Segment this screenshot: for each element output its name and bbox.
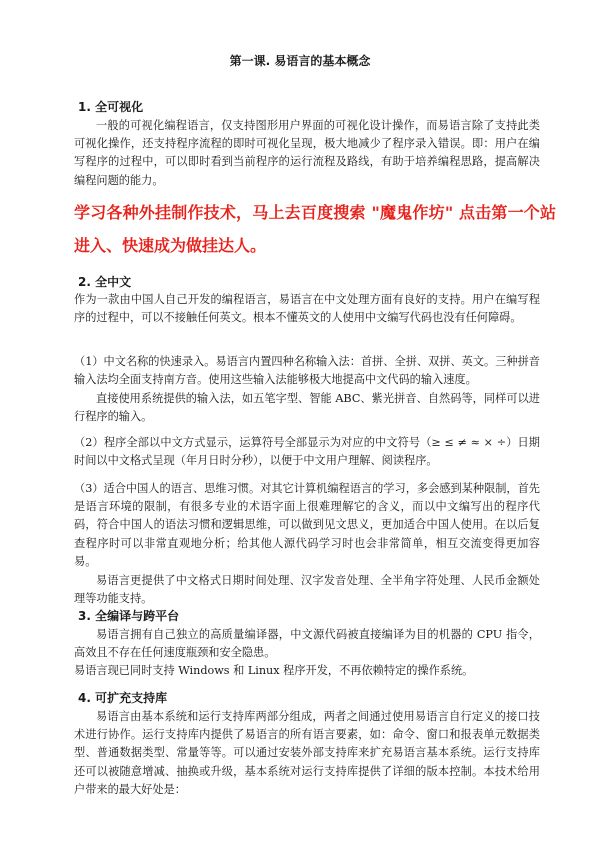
promo-banner: 学习各种外挂制作技术，马上去百度搜索 "魔鬼作坊" 点击第一个站进入、快速成为做挂达人。 xyxy=(74,203,556,255)
section-4-paragraph: 易语言由基本系统和运行支持库两部分组成，两者之间通过使用易语言自行定义的接口技术进行协作。运行支持库内提供了易语言的所有语言要素，如：命令、窗口和报表单元数据类型、普通数据类型、常量等等。可以通过安装外部支持库来扩充易语言基本系统。运行支持库还可以被随意增减、抽换或升级，基本系统对运行支持库提供了详细的版本控制。本技术给用户带来的最大好处是： xyxy=(74,710,540,796)
section-2-intro: 作为一款由中国人自己开发的编程语言，易语言在中文处理方面有良好的支持。用户在编写程序的过程中，可以不接触任何英文。根本不懂英文的人使用中文编写代码也没有任何障碍。 xyxy=(74,293,540,325)
section-2-item-3: （3）适合中国人的语言、思维习惯。对其它计算机编程语言的学习，多会感到某种限制，首先是语言环境的限制，有很多专业的术语字面上很难理解它的含义，而以中文编写出的程序代码，符合中国人的语法习惯和逻辑思维，可以做到见文思义，更加适合中国人使用。在以后复查程序时可以非常直观地分析；给其他人源代码学习时也会非常简单，相互交流变得更加容易。 xyxy=(74,482,540,568)
section-2-item-2: （2）程序全部以中文方式显示，运算符号全部显示为对应的中文符号（≥ ≤ ≠ ≈ × ÷）日期时间以中文格式呈现（年月日时分秒），以便于中文用户理解、阅读程序。 xyxy=(74,436,540,468)
section-heading-1: 1. 全可视化 xyxy=(78,100,144,114)
section-3-paragraph-1: 易语言拥有自己独立的高质量编译器，中文源代码被直接编译为目的机器的 CPU 指令，高效且不存在任何速度瓶颈和安全隐患。 xyxy=(74,628,540,660)
section-2-item-1-note: 直接使用系统提供的输入法，如五笔字型、智能 ABC、紫光拼音、自然码等，同样可以进行程序的输入。 xyxy=(74,392,540,424)
section-2-item-1: （1）中文名称的快速录入。易语言内置四种名称输入法：首拼、全拼、双拼、英文。三种拼音输入法均全面支持南方音。使用这些输入法能够极大地提高中文代码的输入速度。 xyxy=(74,355,540,387)
section-heading-4: 4. 可扩充支持库 xyxy=(78,691,168,705)
section-1-paragraph: 一般的可视化编程语言，仅支持图形用户界面的可视化设计操作，而易语言除了支持此类可视化操作，还支持程序流程的即时可视化呈现，极大地减少了程序录入错误。即：用户在编写程序的过程中，可以即时看到当前程序的运行流程及路线，有助于培养编程思路，提高解决编程问题的能力。 xyxy=(74,119,540,187)
section-2-item-3-note: 易语言更提供了中文格式日期时间处理、汉字发音处理、全半角字符处理、人民币金额处理等功能支持。 xyxy=(74,574,540,606)
section-heading-3: 3. 全编译与跨平台 xyxy=(78,609,180,623)
section-heading-2: 2. 全中文 xyxy=(78,275,132,289)
section-3-paragraph-2: 易语言现已同时支持 Windows 和 Linux 程序开发，不再依赖特定的操作系统。 xyxy=(74,664,474,677)
page-title: 第一课. 易语言的基本概念 xyxy=(229,54,371,68)
